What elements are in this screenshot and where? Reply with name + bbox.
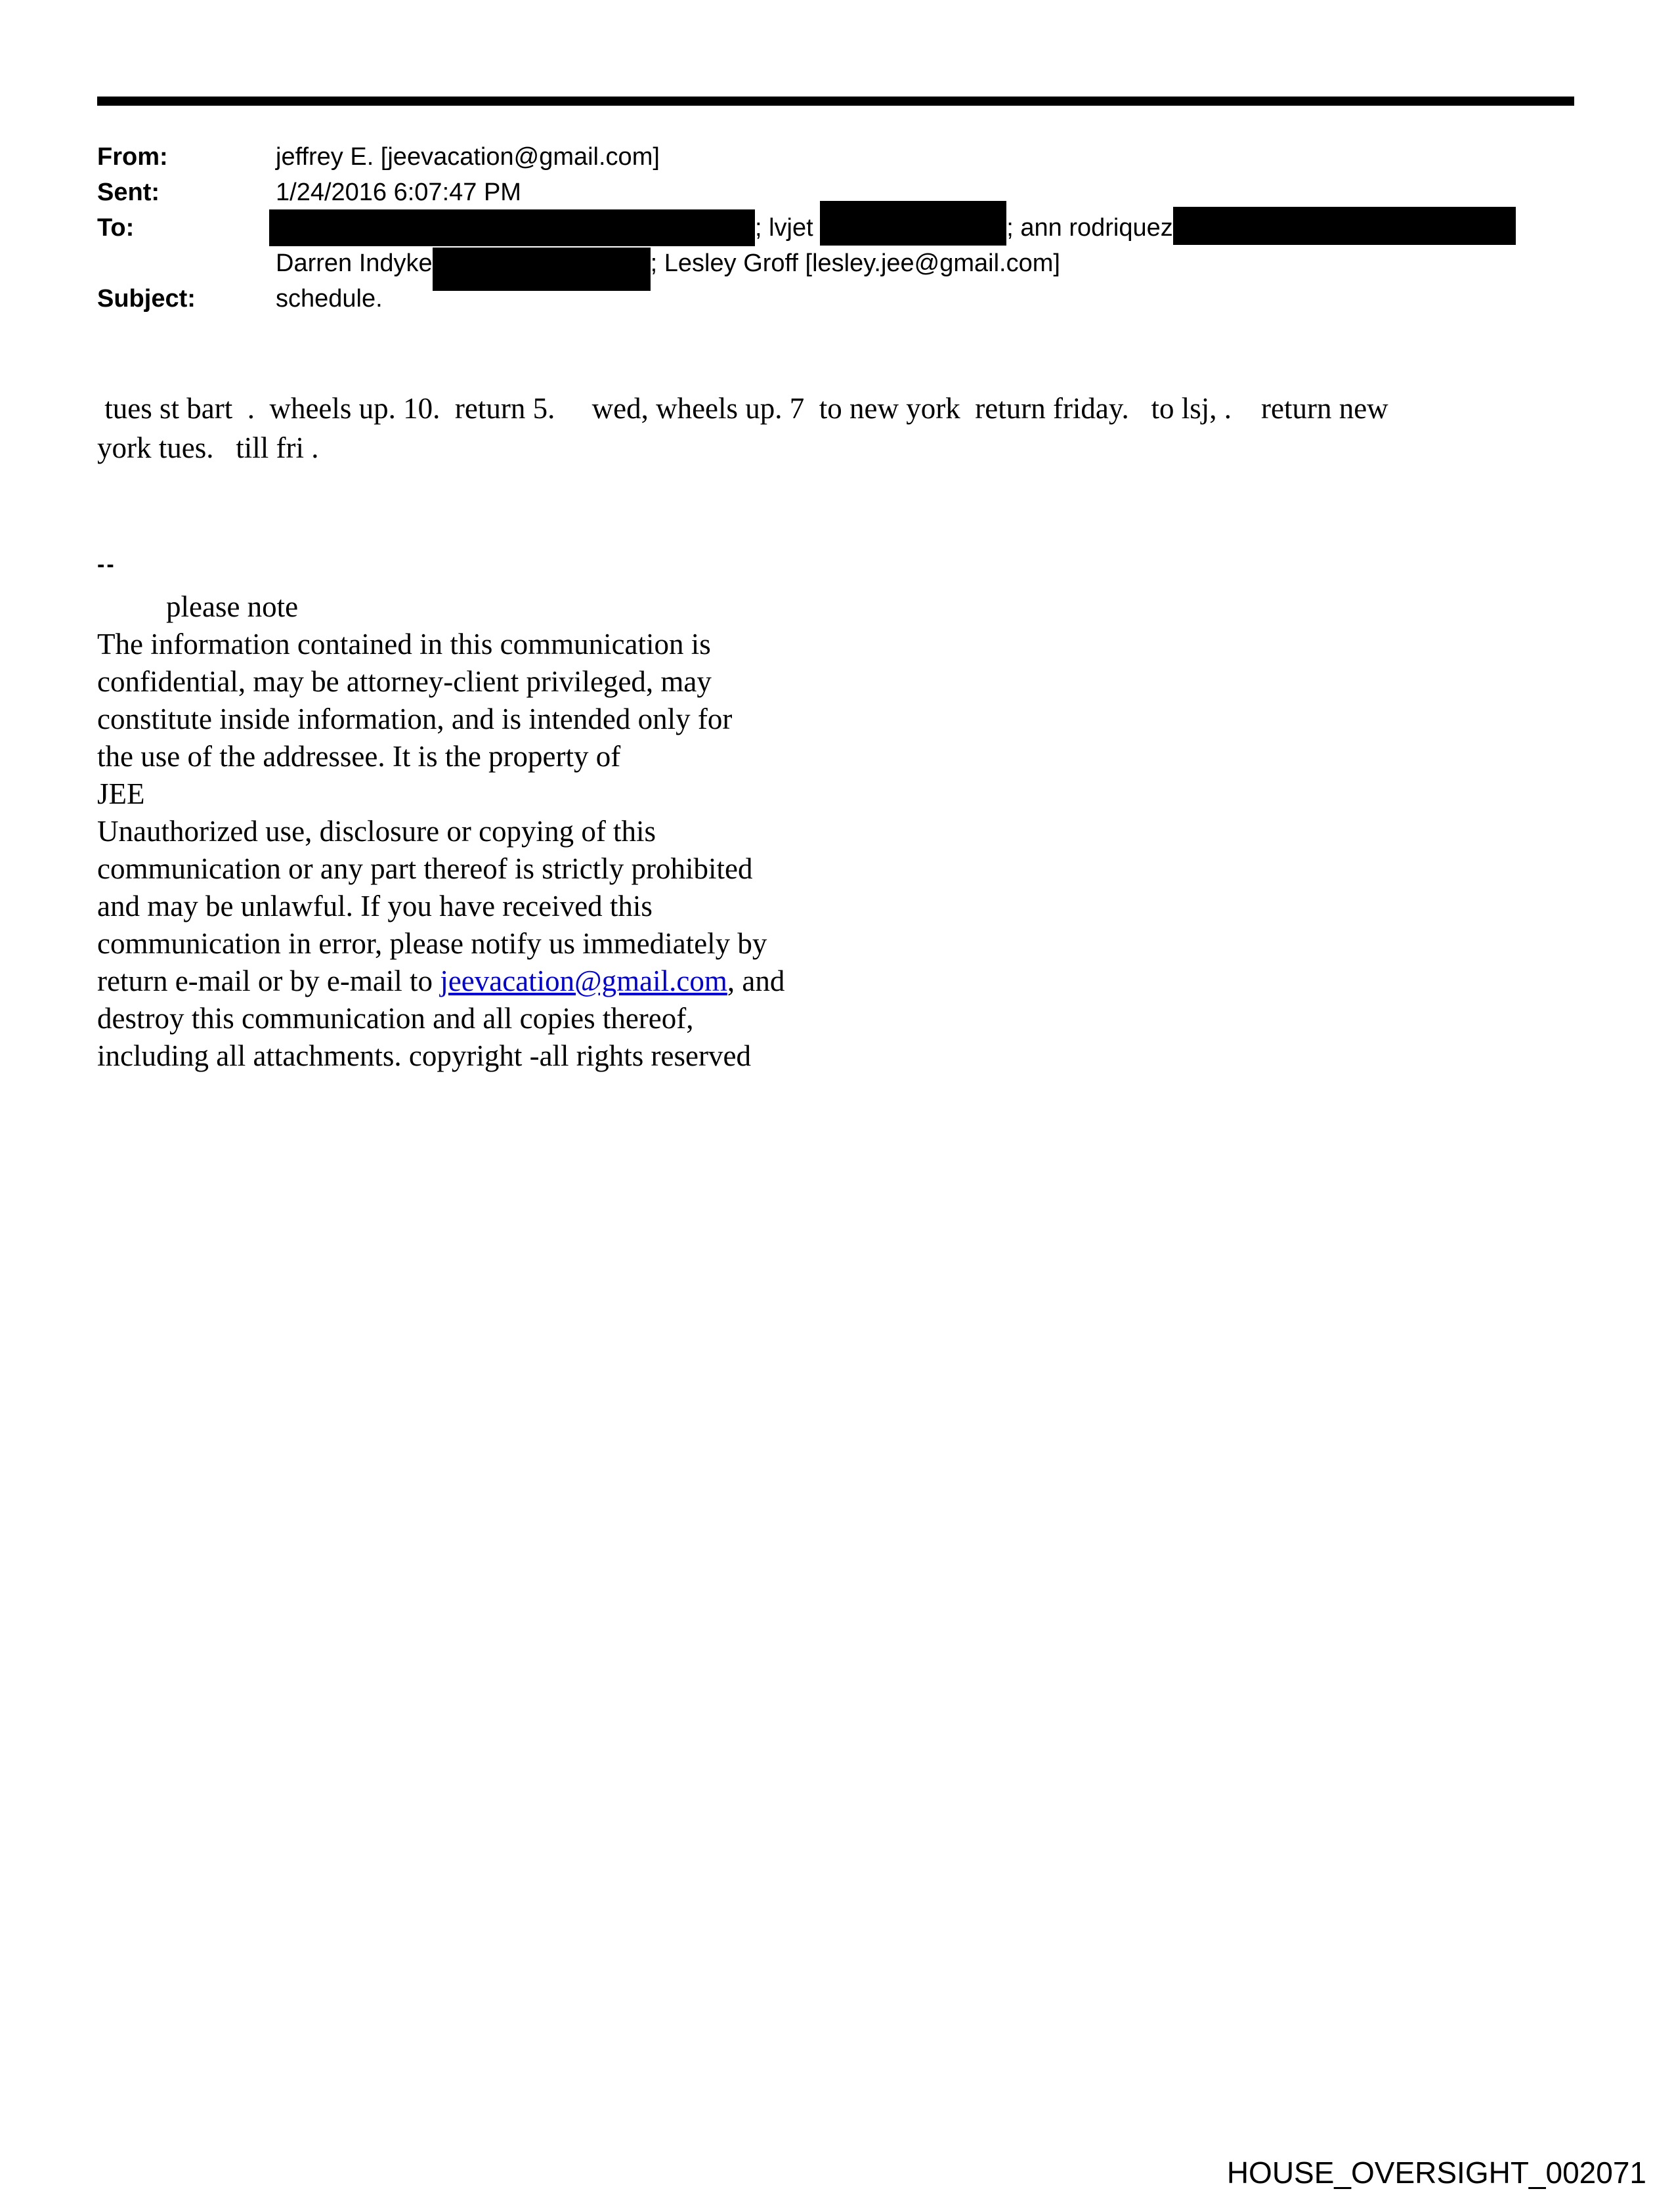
redaction-bar-ann-rodriquez-email [1173, 207, 1516, 245]
disclaimer-line-7: communication or any part thereof is strictly prohibited [97, 852, 753, 885]
email-link[interactable]: jeevacation@gmail.com [440, 965, 727, 997]
sent-value: 1/24/2016 6:07:47 PM [276, 179, 521, 206]
subject-value: schedule. [276, 285, 383, 313]
to-line-1 [276, 210, 1627, 246]
disclaimer-line-6: Unauthorized use, disclosure or copying of this [97, 815, 656, 848]
to-label: To: [97, 214, 135, 242]
to-text-lesley-groff: ; Lesley Groff [lesley.jee@gmail.com] [650, 249, 1060, 277]
to-row [97, 210, 1627, 281]
from-value: jeffrey E. [jeevacation@gmail.com] [276, 143, 660, 171]
to-text-lvjet: ; lvjet [755, 214, 821, 242]
disclaimer-link-line [97, 963, 1016, 1000]
to-text-ann-rodriquez: ; ann rodriquez [1006, 214, 1173, 242]
redaction-bar-lvjet-email [820, 201, 1006, 246]
subject-row [97, 281, 1627, 316]
disclaimer-line-5: JEE [97, 777, 145, 810]
signature-separator: -- [97, 552, 116, 577]
disclaimer-link-line-after: , and [727, 965, 785, 997]
header-divider-rule [97, 97, 1574, 106]
redaction-bar-darren-indyke-email [433, 248, 651, 291]
to-value [276, 210, 1627, 281]
subject-label: Subject: [97, 285, 196, 313]
disclaimer-link-line-before: return e-mail or by e-mail to [97, 965, 440, 997]
bates-number: HOUSE_OVERSIGHT_002071 [1226, 2156, 1646, 2190]
to-text-darren-indyke: Darren Indyke [276, 249, 433, 277]
body-line-1: tues st bart . wheels up. 10. return 5. wed, wheels up. 7 to new york return friday. to lsj, . return new [97, 392, 1388, 425]
redaction-bar-recipient-1 [269, 209, 755, 246]
please-note-heading: please note [166, 590, 299, 623]
disclaimer-line-2: confidential, may be attorney-client privileged, may [97, 665, 712, 698]
disclaimer-closing-line-1: destroy this communication and all copies thereof, [97, 1002, 694, 1035]
email-header [97, 139, 1627, 316]
body-line-2: york tues. till fri . [97, 431, 319, 464]
from-row [97, 139, 1627, 175]
to-line-2 [276, 246, 1627, 281]
disclaimer-line-9: communication in error, please notify us immediately by [97, 927, 767, 960]
disclaimer-line-4: the use of the addressee. It is the property of [97, 740, 621, 773]
from-label: From: [97, 143, 168, 171]
disclaimer-line-3: constitute inside information, and is intended only for [97, 703, 733, 735]
sent-label: Sent: [97, 179, 160, 206]
disclaimer-line-8: and may be unlawful. If you have received this [97, 890, 653, 922]
signature-disclaimer [97, 546, 1016, 1075]
email-body [97, 389, 1627, 467]
disclaimer-line-1: The information contained in this communication is [97, 628, 711, 661]
disclaimer-closing-line-2: including all attachments. copyright -all rights reserved [97, 1039, 751, 1072]
